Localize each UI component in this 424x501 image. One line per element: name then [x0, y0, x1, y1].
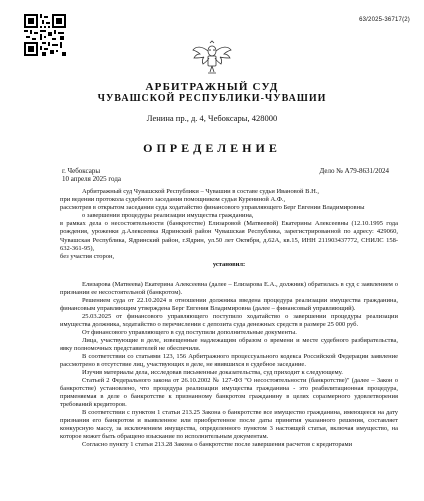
intro-line: о завершении процедуры реализации имущества гражданина, — [82, 212, 254, 220]
document-city: г. Чебоксары — [62, 167, 101, 175]
intro-line: при ведении протокола судебного заседания помощником судьи Курениной А.Ф., — [60, 196, 286, 204]
intro-line: в рамках дела о несостоятельности (банкротстве) Елизаровой (Матвеевой) Екатерины Алексеевны (12.10.1995 года рождения, уроженки д.Алексеевка Ядринский район Чувашская Республика, зарегистрированной по адресу: 429060, Чувашская Республика, Ядринский район, г.Ядрин, ул.50 лет Октября, д.62А, кв.15, ИНН 211903437772, СНИЛС 158-632-361-95), — [60, 220, 398, 252]
court-address: Ленина пр., д. 4, Чебоксары, 428000 — [146, 113, 278, 123]
court-name-line1: АРБИТРАЖНЫЙ СУД — [145, 81, 279, 93]
paragraph: Согласно пункту 1 статьи 213.28 Закона о банкротстве после завершения расчетов с кредиторами — [82, 440, 353, 448]
intro-line: установил: — [212, 260, 246, 268]
paragraph: От финансового управляющего в суд поступили дополнительные документы. — [82, 328, 297, 336]
intro-line: рассмотрев в открытом заседании суда ходатайство финансового управляющего Берг Евгении Владимировны — [60, 204, 365, 212]
document-title: ОПРЕДЕЛЕНИЕ — [143, 141, 281, 155]
paragraph: Решением суда от 22.10.2024 в отношении должника введена процедура реализации имущества гражданина, финансовым управляющим утверждена Берг Евгения Владимировна (далее – финансовый управляющий). — [60, 296, 398, 312]
paragraph: Изучив материалы дела, исследовав письменные доказательства, суд приходит к следующему. — [82, 368, 343, 376]
qr-code — [24, 14, 66, 56]
intro-block — [60, 188, 398, 269]
court-name-line2: ЧУВАШСКОЙ РЕСПУБЛИКИ-ЧУВАШИИ — [97, 93, 327, 104]
document-body — [60, 188, 398, 449]
coat-of-arms-emblem — [190, 40, 234, 76]
paragraph: В соответствии с пунктом 1 статьи 213.25 Закона о банкротстве все имущество гражданина, имеющееся на дату признания его банкротом и выявленное или приобретенное после даты принятия указанного решения, составляет конкурсную массу, за исключением имущества, определенного пунктом 3 настоящей статьи, включая имущество, на которое может быть обращено взыскание по исполнительным документам. — [60, 408, 398, 440]
intro-line: без участия сторон, — [60, 252, 115, 260]
intro-line: Арбитражный суд Чувашской Республики – Чувашии в составе судьи Ивановой В.Н., — [82, 188, 320, 195]
paragraph: Статьей 2 Федерального закона от 26.10.2002 № 127-ФЗ "О несостоятельности (банкротстве)" (далее – Закон о банкротстве) установлено, что процедура реализации имущества гражданина - это реабилитационная процедура, применяемая в деле о банкротстве к признанному банкротом гражданину в целях соразмерного удовлетворения требований кредиторов. — [60, 376, 398, 408]
paragraph: 25.03.2025 от финансового управляющего поступило ходатайство о завершении процедуры реализации имущества должника, ходатайство о перечислении с депозита суда денежных средств в размере 25 000 руб. — [60, 312, 398, 328]
document-date: 10 апреля 2025 года — [62, 175, 121, 183]
paragraph: В соответствии со статьями 123, 156 Арбитражного процессуального кодекса Российской Федерации заявление рассмотрено в отсутствие лиц, участвующих в деле, не явившихся в судебное заседание. — [60, 352, 398, 368]
paragraph: Лица, участвующие в деле, извещенные надлежащим образом о времени и месте судебного разбирательства, явку полномочных представителей не обеспечили. — [60, 336, 398, 352]
case-number: Дело № А79-8631/2024 — [319, 167, 389, 175]
paragraph: Елизарова (Матвеева) Екатерина Алексеевна (далее – Елизарова Е.А., должник) обратилась в суд с заявлением о признании ее несостоятельной (банкротом). — [60, 280, 398, 296]
document-id: 63/2025-36717(2) — [359, 17, 410, 23]
